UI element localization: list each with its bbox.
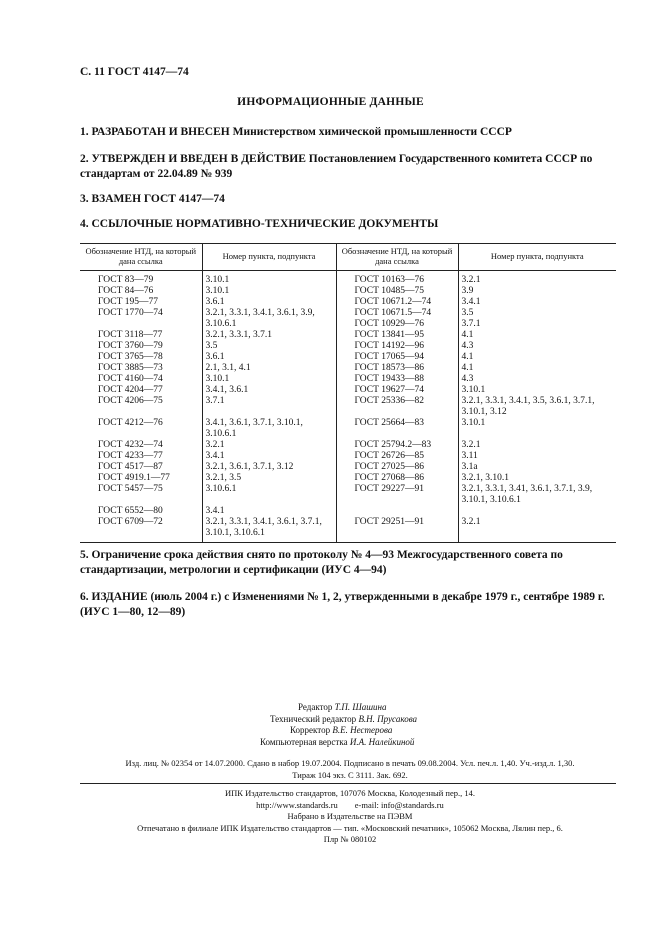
column-header: Номер пункта, подпункта [458,244,616,271]
table-cell-clause: 3.1а [458,462,616,473]
table-cell-clause: 3.4.1, 3.6.1, 3.7.1, 3.10.1, 3.10.6.1 [202,418,336,440]
table-cell-clause: 3.2.1, 3.6.1, 3.7.1, 3.12 [202,462,336,473]
table-cell-document: ГОСТ 19433—88 [336,374,458,385]
table-cell-clause: 3.10.1 [202,271,336,287]
print-line: http://www.standards.ru e-mail: info@standards.ru [256,799,444,810]
table-cell-clause: 3.10.1 [458,385,616,396]
table-cell-clause: 3.4.1 [202,451,336,462]
table-cell-clause: 3.2.1 [458,440,616,451]
table-row [80,385,616,396]
table-cell-clause: 4.3 [458,374,616,385]
table-cell-document: ГОСТ 10163—76 [336,271,458,287]
table-row [80,271,616,287]
table-row [80,374,616,385]
table-cell-clause: 4.1 [458,352,616,363]
item-text: Министерством химической промышленности СССР [232,126,512,138]
table-cell-document: ГОСТ 1770—74 [98,308,163,318]
table-cell-clause: 3.10.6.1 [202,484,336,506]
table-cell-document [336,506,458,517]
item-2 [80,152,620,182]
item-number: 5. [80,549,89,561]
table-row [80,341,616,352]
credit-line: Компьютерная верстка И.А. Налейкиной [260,736,415,747]
table-row [80,396,616,418]
item-lead: ВЗАМЕН ГОСТ 4147—74 [91,193,225,205]
table-cell-document: ГОСТ 25336—82 [336,396,458,418]
table-cell-document: ГОСТ 195—77 [98,297,158,307]
table-cell-clause [458,506,616,517]
table-cell-clause: 3.4.1 [202,506,336,517]
item-text: Постановлением Государственного комитета СССР по стандартам от 22.04.89 № 939 [80,153,593,180]
print-line: Плр № 080102 [323,834,377,844]
table-cell-clause: 3.2.1, 3.3.1, 3.41, 3.6.1, 3.7.1, 3.9, 3.10.1, 3.10.6.1 [458,484,616,506]
printing-info [80,788,620,846]
item-number: 3. [80,193,89,205]
table-cell-document: ГОСТ 27068—86 [336,473,458,484]
table-header-row [80,244,616,271]
table-cell-clause: 3.2.1 [458,517,616,543]
credit-line: Технический редактор В.Н. Прусакова [270,713,418,724]
table-row [80,440,616,451]
column-header: Обозначение НТД, на который дана ссылка [80,244,202,271]
table-row [80,308,616,330]
table-row [80,506,616,517]
item-lead: УТВЕРЖДЕН И ВВЕДЕН В ДЕЙСТВИЕ [91,153,306,165]
table-cell-clause: 3.2.1, 3.3.1, 3.7.1 [202,330,336,341]
table-cell-clause: 3.2.1, 3.3.1, 3.4.1, 3.6.1, 3.9, 3.10.6.1 [202,308,336,330]
item-number: 2. [80,153,89,165]
column-header: Номер пункта, подпункта [202,244,336,271]
references-table [80,243,616,543]
table-cell-document: ГОСТ 6552—80 [98,506,163,516]
table-row [80,517,616,543]
item-number: 4. [80,218,89,230]
item-number: 6. [80,591,89,603]
table-cell-clause: 3.10.1 [202,286,336,297]
table-cell-clause: 3.2.1, 3.3.1, 3.4.1, 3.6.1, 3.7.1, 3.10.1, 3.10.6.1 [202,517,336,543]
item-4 [80,217,620,232]
table-cell-clause: 3.10.1 [458,418,616,440]
table-cell-document: ГОСТ 4212—76 [98,418,163,428]
table-cell-document: ГОСТ 4232—74 [98,440,163,450]
table-cell-clause: 3.5 3.7.1 [458,308,616,330]
table-cell-document: ГОСТ 29251—91 [336,517,458,543]
item-text: Ограничение срока действия снято по протоколу № 4—93 Межгосударственного совета по стандартизации, метрологии и сертификации (ИУС 4—94) [80,549,563,576]
table-cell-document: ГОСТ 27025—86 [336,462,458,473]
item-number: 1. [80,126,89,138]
table-cell-document: ГОСТ 4206—75 [98,396,163,406]
table-row [80,330,616,341]
table-cell-document: ГОСТ 29227—91 [336,484,458,506]
table-cell-clause: 3.4.1, 3.6.1 [202,385,336,396]
print-line: Отпечатано в филиале ИПК Издательство стандартов — тип. «Московский печатник», 105062 Москва, Лялин пер., 6. [137,822,563,833]
table-cell-document: ГОСТ 3760—79 [98,341,163,351]
table-cell-document: ГОСТ 19627—74 [336,385,458,396]
item-lead: РАЗРАБОТАН И ВНЕСЕН [91,126,230,138]
divider [80,783,616,784]
table-row [80,363,616,374]
table-cell-clause: 3.10.1 [202,374,336,385]
page-header: С. 11 ГОСТ 4147—74 [80,66,189,78]
table-cell-clause: 3.2.1, 3.5 [202,473,336,484]
table-cell-clause: 4.1 [458,363,616,374]
item-text: (июль 2004 г.) с Изменениями № 1, 2, утвержденными в декабре 1979 г., сентябре 1989 г. (ИУС 1—80, 12—89) [80,591,605,618]
table-cell-document: ГОСТ 3765—78 [98,352,163,362]
table-cell-document: ГОСТ 5457—75 [98,484,163,494]
table-row [80,297,616,308]
table-row [80,462,616,473]
table-row [80,451,616,462]
table-cell-document: ГОСТ 4160—74 [98,374,163,384]
print-line: Набрано в Издательстве на ПЭВМ [287,811,413,821]
credit-line: Редактор Т.П. Шашина [298,702,387,712]
table-cell-document: ГОСТ 3118—77 [98,330,163,340]
publication-info [80,757,620,781]
table-cell-clause: 3.7.1 [202,396,336,418]
column-header: Обозначение НТД, на который дана ссылка [336,244,458,271]
table-cell-document: ГОСТ 6709—72 [80,517,202,543]
table-cell-clause: 3.9 [458,286,616,297]
table-cell-clause: 3.6.1 [202,297,336,308]
table-cell-clause: 3.2.1 [202,440,336,451]
table-cell-document: ГОСТ 4517—87 [98,462,163,472]
item-6 [80,590,620,620]
table-cell-clause: 3.5 [202,341,336,352]
table-cell-document: ГОСТ 10671.2—74 [336,297,458,308]
section-title: ИНФОРМАЦИОННЫЕ ДАННЫЕ [237,96,424,108]
table-cell-document: ГОСТ 18573—86 [336,363,458,374]
table-cell-clause: 3.2.1 [458,271,616,287]
table-cell-clause: 4.1 [458,330,616,341]
pub-line: Изд. лиц. № 02354 от 14.07.2000. Сдано в набор 19.07.2004. Подписано в печать 09.08.2004. Усл. печ.л. 1,40. Уч.-изд.л. 1,30. [125,758,575,768]
table-cell-document: ГОСТ 10485—75 [336,286,458,297]
print-line: ИПК Издательство стандартов, 107076 Москва, Колодезный пер., 14. [225,788,475,798]
table-row [80,473,616,484]
item-lead: ИЗДАНИЕ [91,591,148,603]
table-cell-document: ГОСТ 25794.2—83 [336,440,458,451]
table-cell-clause: 3.2.1, 3.10.1 [458,473,616,484]
table-row [80,418,616,440]
item-3 [80,192,620,207]
item-1 [80,125,620,140]
item-5 [80,548,620,578]
table-cell-document: ГОСТ 83—79 [98,275,154,285]
table-row [80,352,616,363]
credit-line: Корректор В.Е. Нестерова [290,725,393,735]
item-lead: ССЫЛОЧНЫЕ НОРМАТИВНО-ТЕХНИЧЕСКИЕ ДОКУМЕНТЫ [91,218,439,230]
table-row [80,484,616,506]
table-cell-clause: 4.3 [458,341,616,352]
table-cell-clause: 3.6.1 [202,352,336,363]
table-cell-clause: 3.4.1 [458,297,616,308]
table-cell-clause: 2.1, 3.1, 4.1 [202,363,336,374]
table-cell-document: ГОСТ 17065—94 [336,352,458,363]
table-cell-document: ГОСТ 26726—85 [336,451,458,462]
credits-block [260,702,570,748]
table-cell-document: ГОСТ 4204—77 [98,385,163,395]
table-cell-clause: 3.2.1, 3.3.1, 3.4.1, 3.5, 3.6.1, 3.7.1, 3.10.1, 3.12 [458,396,616,418]
table-cell-document: ГОСТ 13841—95 [336,330,458,341]
table-cell-document: ГОСТ 3885—73 [98,363,163,373]
table-cell-document: ГОСТ 10671.5—74 ГОСТ 10929—76 [336,308,458,330]
table-cell-document: ГОСТ 14192—96 [336,341,458,352]
table-row [80,286,616,297]
table-cell-clause: 3.11 [458,451,616,462]
table-cell-document: ГОСТ 4233—77 [98,451,163,461]
pub-line: Тираж 104 экз. С 3111. Зак. 692. [292,770,408,780]
table-cell-document: ГОСТ 84—76 [98,286,154,296]
table-cell-document: ГОСТ 4919.1—77 [98,473,170,483]
table-cell-document: ГОСТ 25664—83 [336,418,458,440]
